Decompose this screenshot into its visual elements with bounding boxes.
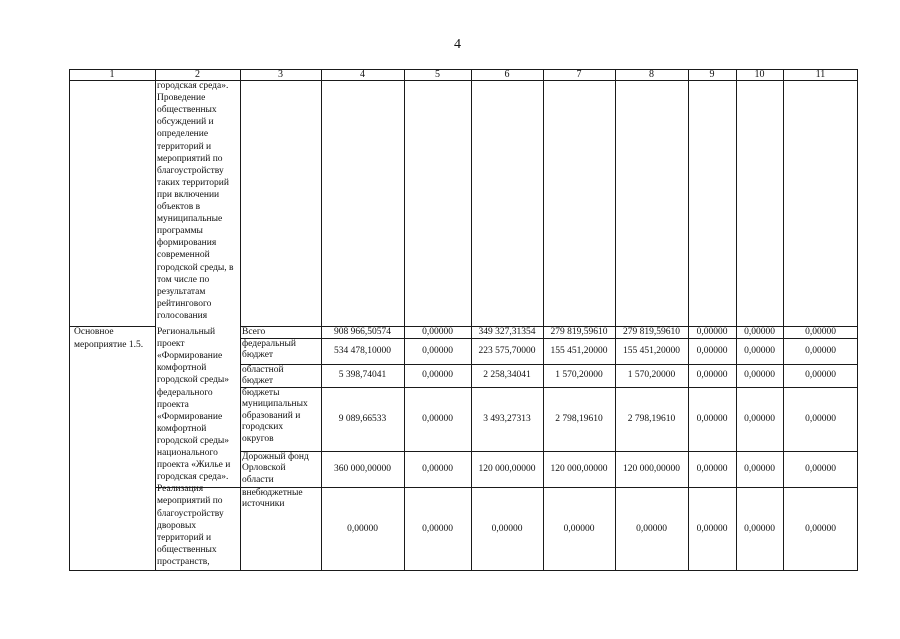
funding-source: округов (242, 433, 274, 444)
amount-cell: 0,00000 (636, 524, 667, 534)
funding-source: Дорожный фонд (242, 452, 309, 462)
amount-cell: 0,00000 (696, 370, 728, 380)
amount-cell: 279 819,59610 (550, 327, 608, 337)
column-header: 4 (360, 69, 365, 80)
column-header: 8 (649, 69, 654, 80)
amount-cell: 120 000,00000 (478, 464, 536, 474)
amount-cell: 0,00000 (491, 524, 523, 534)
cell-text: мероприятий по (157, 496, 223, 507)
funding-source: Всего (242, 327, 266, 337)
cell-text: определение (157, 129, 209, 140)
cell-text: комфортной (157, 423, 207, 434)
cell-text: общественных (157, 544, 217, 555)
column-header: 1 (109, 69, 115, 80)
amount-cell: 279 819,59610 (623, 327, 680, 337)
cell-text: мероприятий по (157, 153, 223, 164)
amount-cell: 120 000,00000 (623, 464, 680, 474)
cell-text: муниципальные (157, 214, 223, 225)
cell-text: территорий и (157, 532, 212, 543)
funding-source: городских (242, 422, 284, 433)
amount-cell: 0,00000 (744, 524, 775, 534)
amount-cell: 155 451,20000 (550, 346, 608, 356)
amount-cell: 120 000,00000 (550, 464, 608, 474)
amount-cell: 0,00000 (805, 346, 836, 356)
cell-text: формирования (157, 238, 217, 249)
amount-cell: 0,00000 (422, 327, 453, 337)
funding-source: образований и (242, 410, 301, 421)
column-header: 9 (709, 69, 715, 80)
amount-cell: 3 493,27313 (483, 414, 531, 424)
funding-source: источники (242, 499, 285, 510)
funding-source: областной (242, 365, 284, 375)
amount-cell: 0,00000 (805, 524, 836, 534)
cell-text: проекта «Жилье и (157, 460, 231, 471)
cell-text: национального (157, 448, 218, 458)
cell-text: результатам (157, 286, 206, 297)
cell-text: Проведение (157, 93, 206, 104)
cell-text: таких территорий (157, 177, 229, 188)
amount-cell: 0,00000 (805, 327, 836, 337)
column-rule (69, 69, 70, 571)
amount-cell: 0,00000 (422, 464, 453, 474)
amount-cell: 0,00000 (563, 524, 595, 534)
cell-text: том числе по (157, 274, 210, 285)
amount-cell: 0,00000 (805, 370, 836, 380)
amount-cell: 0,00000 (696, 524, 728, 534)
funding-source: бюджет (242, 350, 274, 361)
cell-text: пространств, (157, 556, 210, 567)
funding-source: муниципальных (242, 399, 308, 410)
column-header: 2 (195, 69, 200, 80)
cell-text: дворовых (157, 520, 197, 531)
measure-title: Основное (74, 327, 114, 337)
cell-text: объектов в (157, 202, 201, 212)
cell-text: проект (157, 339, 185, 350)
funding-source: бюджет (242, 376, 274, 387)
amount-cell: 0,00000 (744, 370, 775, 380)
amount-cell: 360 000,00000 (334, 464, 391, 474)
amount-cell: 0,00000 (805, 464, 836, 474)
column-rule (240, 69, 241, 571)
column-header: 10 (754, 69, 765, 80)
column-header: 6 (504, 69, 510, 80)
cell-text: «Формирование (157, 351, 223, 362)
column-header: 3 (278, 69, 283, 80)
cell-text: комфортной (157, 363, 207, 374)
funding-source: бюджеты (242, 388, 280, 398)
amount-cell: 0,00000 (422, 524, 453, 534)
amount-cell: 0,00000 (744, 327, 775, 337)
page-number: 4 (454, 37, 461, 52)
cell-text: городская среда». (157, 472, 229, 483)
amount-cell: 0,00000 (744, 346, 775, 356)
amount-cell: 0,00000 (696, 346, 728, 356)
measure-title: мероприятие 1.5. (74, 339, 144, 350)
amount-cell: 2 798,19610 (627, 414, 676, 424)
amount-cell: 1 570,20000 (627, 370, 676, 380)
column-header: 7 (576, 69, 582, 80)
funding-source: области (242, 474, 274, 485)
amount-cell: 0,00000 (805, 414, 836, 424)
cell-text: обсуждений и (157, 117, 214, 128)
funding-source: внебюджетные (242, 488, 303, 498)
cell-text: рейтингового (157, 298, 212, 309)
amount-cell: 908 966,50574 (334, 327, 391, 337)
amount-cell: 2 798,19610 (555, 414, 603, 424)
amount-cell: 2 258,34041 (483, 370, 531, 380)
amount-cell: 0,00000 (422, 346, 453, 356)
amount-cell: 0,00000 (422, 414, 453, 424)
cell-text: современной (157, 250, 210, 261)
cell-text: программы (157, 226, 203, 237)
cell-text: городская среда». (157, 81, 229, 91)
amount-cell: 0,00000 (696, 414, 728, 424)
cell-text: благоустройству (157, 508, 224, 519)
amount-cell: 0,00000 (696, 327, 728, 337)
amount-cell: 349 327,31354 (478, 327, 536, 337)
amount-cell: 155 451,20000 (623, 346, 680, 356)
column-rule (155, 69, 156, 571)
cell-text: городской среды» (157, 375, 230, 386)
cell-text: Региональный (157, 327, 216, 337)
cell-text: при включении (157, 189, 220, 200)
cell-text: проекта (157, 399, 189, 410)
amount-cell: 534 478,10000 (334, 346, 391, 356)
amount-cell: 0,00000 (744, 414, 775, 424)
amount-cell: 0,00000 (744, 464, 775, 474)
cell-text: голосования (157, 310, 208, 321)
funding-source: Орловской (242, 463, 286, 474)
column-header: 5 (435, 69, 440, 80)
amount-cell: 1 570,20000 (555, 370, 603, 380)
column-header: 11 (815, 69, 826, 80)
amount-cell: 0,00000 (422, 370, 453, 380)
amount-cell: 9 089,66533 (338, 414, 387, 424)
amount-cell: 0,00000 (696, 464, 728, 474)
budget-table (69, 69, 858, 571)
amount-cell: 223 575,70000 (478, 346, 536, 356)
amount-cell: 5 398,74041 (338, 370, 387, 380)
cell-text: городской среды» (157, 435, 230, 446)
cell-text: «Формирование (157, 411, 223, 422)
cell-text: Реализация (157, 484, 204, 495)
funding-source: федеральный (242, 339, 296, 349)
cell-text: городской среды, в (157, 262, 234, 273)
cell-text: территорий и (157, 141, 212, 152)
amount-cell: 0,00000 (347, 524, 378, 534)
cell-text: федерального (157, 387, 213, 398)
cell-text: благоустройству (157, 165, 224, 176)
cell-text: общественных (157, 105, 217, 116)
